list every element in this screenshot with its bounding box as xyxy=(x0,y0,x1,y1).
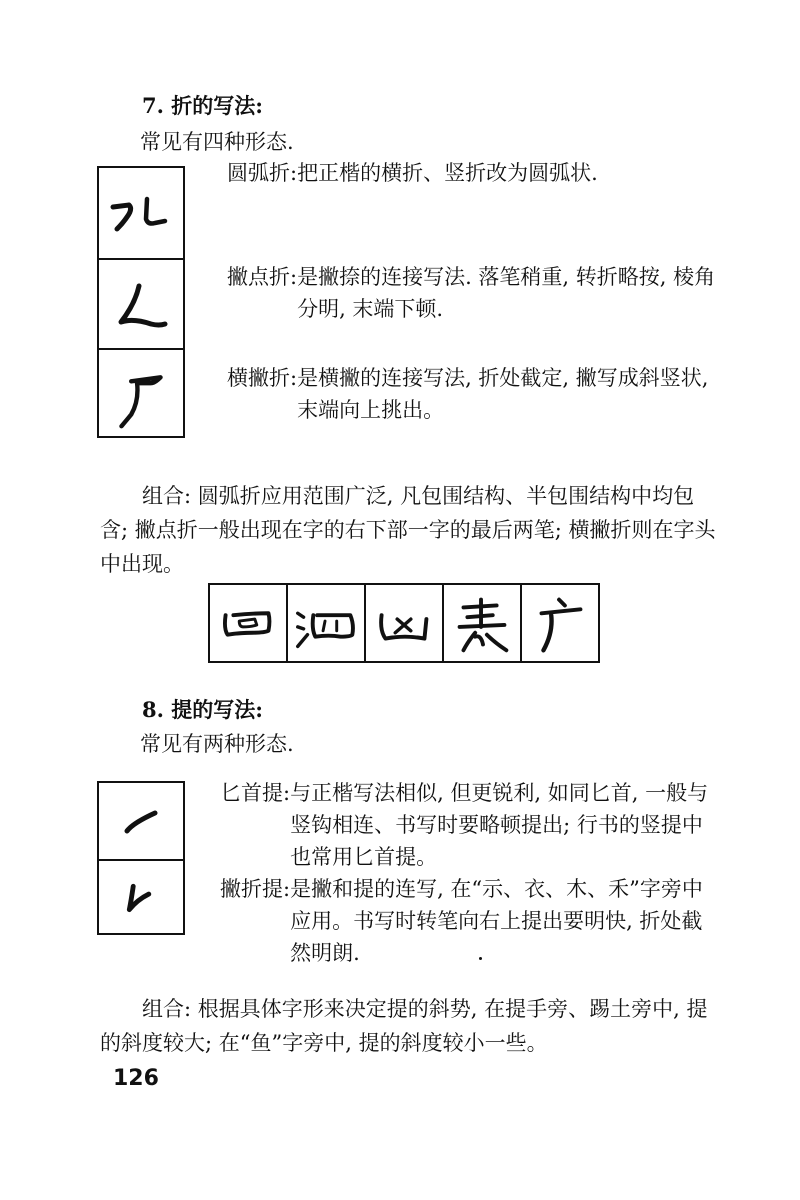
example-box-yuanhu-zhe xyxy=(99,168,183,258)
section7-item-hengpie-zhe xyxy=(227,362,727,426)
brush-sample-left-turn-rise xyxy=(99,861,183,933)
item-term: 横撇折: xyxy=(227,366,298,390)
section7-example-boxes xyxy=(97,166,185,438)
brush-char-biao xyxy=(444,585,520,661)
char-example-si xyxy=(286,585,364,661)
section7-item-yuanhu-zhe xyxy=(227,157,727,189)
example-box-piezhe-ti xyxy=(99,859,183,933)
item-term: 撇折提: xyxy=(220,877,291,901)
brush-sample-left-dot-turn xyxy=(99,260,183,348)
item-description: 是横撇的连接写法, 折处截定, 撇写成斜竖状, 末端向上挑出。 xyxy=(297,366,709,422)
section7-combination-note: 组合: 圆弧折应用范围广泛, 凡包围结构、半包围结构中均包含; 撇点折一般出现在字的右下部一字的最后两笔; 横撇折则在字头中出现。 xyxy=(100,484,716,576)
section8-combination-note: 组合: 根据具体字形来决定提的斜势, 在提手旁、踢土旁中, 提的斜度较大; 在“鱼”字旁中, 提的斜度较小一些。 xyxy=(100,997,708,1055)
item-description: 是撇和提的连写, 在“示、衣、木、禾”字旁中应用。书写时转笔向右上提出要明快, 折处截然明朗. xyxy=(290,877,703,965)
brush-char-xiong xyxy=(366,585,442,661)
example-box-piedian-zhe xyxy=(99,258,183,348)
item-term: 圆弧折: xyxy=(227,161,298,185)
char-example-biao xyxy=(442,585,520,661)
example-box-bishou-ti xyxy=(99,783,183,859)
section8-heading: 8. 提的写法: xyxy=(142,697,263,722)
section8-item-piezhe-ti xyxy=(220,873,720,969)
item-term: 撇点折: xyxy=(227,265,298,289)
character-examples-row xyxy=(208,583,600,663)
brush-sample-curved-turn xyxy=(99,168,183,258)
char-example-xiong xyxy=(364,585,442,661)
page-number: 126 xyxy=(113,1066,159,1091)
section8-intro: 常见有两种形态. xyxy=(140,732,294,756)
char-example-guang xyxy=(520,585,598,661)
section7-heading: 7. 折的写法: xyxy=(142,93,263,118)
section8-example-boxes xyxy=(97,781,185,935)
char-example-hui xyxy=(210,585,286,661)
brush-char-si xyxy=(288,585,364,661)
brush-char-guang xyxy=(522,585,598,661)
item-description: 把正楷的横折、竖折改为圆弧状. xyxy=(297,161,598,185)
example-box-hengpie-zhe xyxy=(99,348,183,436)
item-description: 是撇捺的连接写法. 落笔稍重, 转折略按, 棱角分明, 末端下顿. xyxy=(297,265,716,321)
brush-sample-dagger-rise xyxy=(99,783,183,859)
item-description: 与正楷写法相似, 但更锐利, 如同匕首, 一般与竖钩相连、书写时要略顿提出; 行书的竖提中也常用匕首提。 xyxy=(290,781,709,869)
brush-char-hui xyxy=(210,585,286,661)
section8-item-bishou-ti xyxy=(220,777,720,873)
brush-sample-horizontal-sweep-turn xyxy=(99,350,183,436)
stray-print-dot xyxy=(479,957,482,960)
section7-intro: 常见有四种形态. xyxy=(140,130,294,154)
item-term: 匕首提: xyxy=(220,781,291,805)
section7-item-piedian-zhe xyxy=(227,261,727,325)
